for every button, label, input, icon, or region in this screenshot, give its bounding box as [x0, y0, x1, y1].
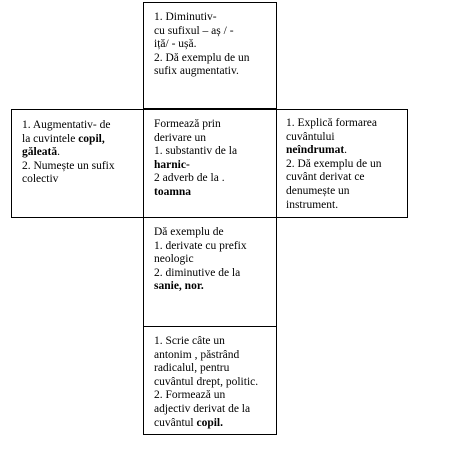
text-span: la cuvintele	[22, 132, 79, 145]
text-line	[154, 186, 272, 200]
text-line	[154, 417, 272, 431]
text-line: 1. Diminutiv-	[154, 11, 217, 23]
text-span: .	[57, 146, 61, 159]
bold-word: harnic-	[154, 158, 190, 171]
text-line: 2 adverb de la .	[154, 172, 225, 185]
text-line: Formează prin	[154, 118, 221, 130]
divider-line	[143, 92, 144, 109]
text-line: neologic	[154, 253, 194, 266]
text-line: derivare un	[154, 131, 207, 144]
cube-face-left	[11, 109, 144, 218]
text-line: 2. diminutive de la	[154, 266, 241, 279]
text-line: cuvântul drept, politic.	[154, 375, 259, 388]
text-line	[286, 144, 401, 158]
cube-face-right	[276, 109, 408, 218]
bold-word: sanie, nor.	[154, 280, 204, 293]
text-line: 1. substantiv de la	[154, 145, 238, 158]
cube-face-top	[143, 2, 277, 109]
text-line: 1. derivate cu prefix	[154, 239, 247, 252]
text-line	[154, 280, 272, 294]
text-line: 2. Dă exemplu de un	[286, 157, 382, 170]
text-line: 1. Scrie câte un	[154, 335, 225, 347]
cube-face-bottom	[143, 326, 277, 435]
bold-word: toamna	[154, 185, 192, 198]
text-line: radicalul, pentru	[154, 362, 230, 375]
bold-word: copil,	[78, 132, 105, 145]
text-line: adjectiv derivat de la	[154, 402, 251, 415]
text-line: instrument.	[286, 198, 339, 211]
text-line: cuvânt derivat ce	[286, 171, 365, 184]
cube-face-middle	[143, 217, 277, 327]
text-span: cuvântul	[154, 416, 197, 429]
text-line	[22, 133, 138, 147]
bold-word: neîndrumat	[286, 144, 345, 157]
text-line: 2. Formează un	[154, 389, 226, 402]
text-line: Dă exemplu de	[154, 226, 224, 238]
bold-word: copil.	[196, 416, 223, 429]
text-line: colectiv	[22, 173, 59, 186]
text-line	[22, 146, 138, 160]
text-line: 1. Augmentativ- de	[22, 119, 111, 131]
text-line: 2. Numește un sufix	[22, 159, 115, 172]
text-line	[154, 159, 272, 173]
text-line: cuvântului	[286, 130, 335, 143]
text-line: iță/ - ușă.	[154, 38, 197, 51]
text-line: antonim , păstrând	[154, 348, 240, 361]
cube-face-center	[143, 109, 277, 218]
text-line: sufix augmentativ.	[154, 65, 239, 78]
text-line: cu sufixul – aș / -	[154, 24, 234, 37]
text-line: denumește un	[286, 184, 350, 197]
text-span: .	[344, 144, 348, 157]
bold-word: găleată	[22, 146, 58, 159]
text-line: 2. Dă exemplu de un	[154, 51, 250, 64]
text-line: 1. Explică formarea	[286, 117, 377, 129]
